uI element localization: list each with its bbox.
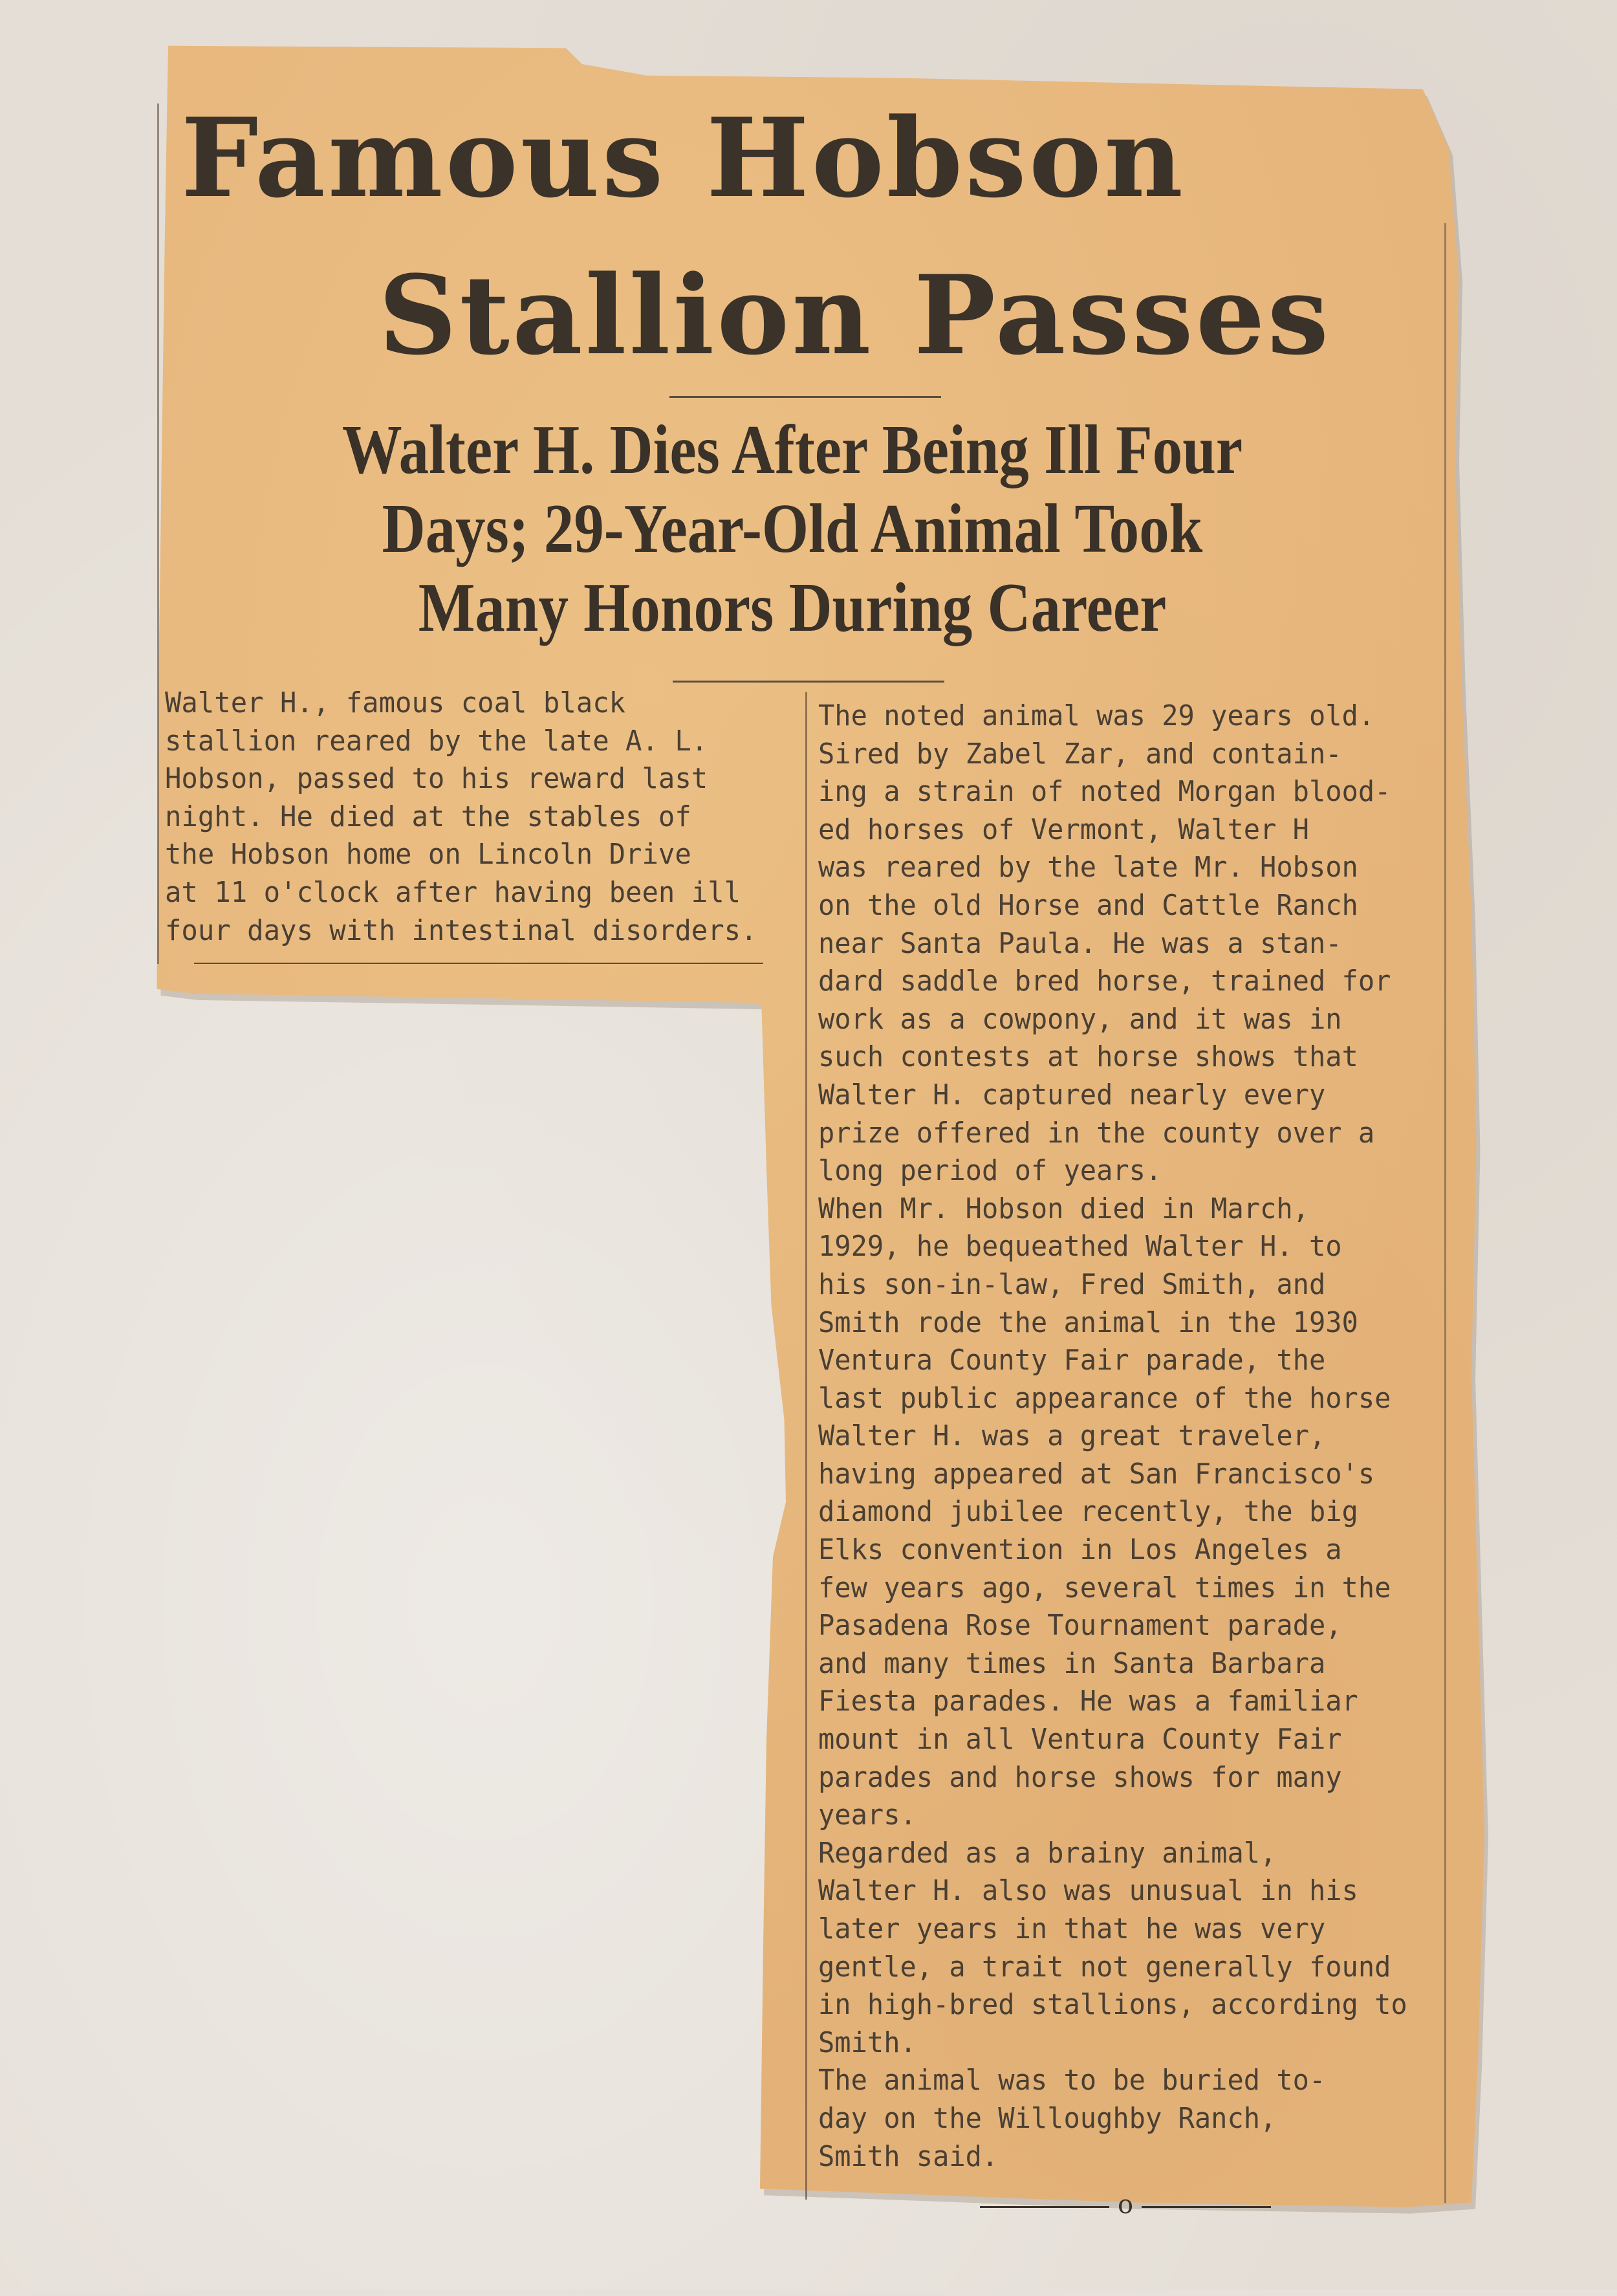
column-line: the Hobson home on Lincoln Drive (165, 838, 691, 871)
column-line: night. He died at the stables of (165, 800, 691, 833)
end-mark-glyph: o (1117, 2190, 1134, 2220)
column-line: 1929, he bequeathed Walter H. to (818, 1230, 1342, 1263)
column-line: near Santa Paula. He was a stan- (818, 926, 1342, 960)
column-line: The noted animal was 29 years old. (818, 699, 1375, 732)
subheadline-deck (239, 411, 1345, 648)
column-line: later years in that he was very (818, 1912, 1326, 1945)
column-line: diamond jubilee recently, the big (818, 1495, 1358, 1529)
deck-line-2: Days; 29-Year-Old Animal Took (382, 490, 1203, 567)
end-mark-dash-right (1142, 2206, 1271, 2208)
column-line: in high-bred stallions, according to (818, 1988, 1407, 2022)
column-line: Sired by Zabel Zar, and contain- (818, 737, 1342, 771)
headline-line-1: Famous Hobson (181, 94, 1186, 222)
column-line: dard saddle bred horse, trained for (818, 965, 1391, 998)
column-line: his son-in-law, Fred Smith, and (818, 1267, 1326, 1301)
column-line: Hobson, passed to his reward last (165, 762, 708, 796)
deck-line-1: Walter H. Dies After Being Ill Four (342, 411, 1243, 488)
column-line: Regarded as a brainy animal, (818, 1836, 1277, 1870)
column-line: work as a cowpony, and it was in (818, 1002, 1342, 1036)
column-line: long period of years. (818, 1154, 1162, 1188)
column-line: When Mr. Hobson died in March, (818, 1192, 1309, 1225)
column-line: prize offered in the county over a (818, 1116, 1375, 1150)
column-line: ed horses of Vermont, Walter H (818, 813, 1309, 846)
article-column-right (818, 697, 1407, 2176)
column-divider (805, 692, 807, 2200)
column-line: was reared by the late Mr. Hobson (818, 851, 1358, 884)
column-line: Walter H. also was unusual in his (818, 1874, 1358, 1908)
column-line: day on the Willoughby Ranch, (818, 2101, 1277, 2135)
column-line: ing a strain of noted Morgan blood- (818, 775, 1391, 809)
column-line: Fiesta parades. He was a familiar (818, 1685, 1358, 1718)
end-mark-dash-left (980, 2206, 1109, 2208)
column-line: few years ago, several times in the (818, 1571, 1391, 1604)
column-line: Walter H. was a great traveler, (818, 1419, 1326, 1453)
column-line: such contests at horse shows that (818, 1040, 1358, 1074)
column-line: Walter H. captured nearly every (818, 1078, 1326, 1111)
column-line: mount in all Ventura County Fair (818, 1723, 1342, 1756)
column-line: gentle, a trait not generally found (818, 1950, 1391, 1984)
column-line: The animal was to be buried to- (818, 2064, 1326, 2097)
column-line: Walter H., famous coal black (165, 686, 626, 719)
column-line: last public appearance of the horse (818, 1381, 1391, 1415)
left-column-rule (157, 104, 159, 964)
column-line: at 11 o'clock after having been ill (165, 875, 741, 909)
deck-rule (673, 681, 944, 683)
column-line: Ventura County Fair parade, the (818, 1344, 1326, 1377)
deck-line-3: Many Honors During Career (418, 569, 1167, 646)
column-line: Pasadena Rose Tournament parade, (818, 1609, 1342, 1643)
article-end-mark (957, 2190, 1294, 2220)
column-line: years. (818, 1799, 917, 1832)
column-line: parades and horse shows for many (818, 1760, 1342, 1794)
column-line: four days with intestinal disorders. (165, 913, 757, 947)
headline-line-2: Stallion Passes (378, 251, 1332, 379)
column-line: stallion reared by the late A. L. (165, 724, 708, 758)
column-line: Elks convention in Los Angeles a (818, 1533, 1342, 1567)
column-line: Smith said. (818, 2139, 999, 2173)
column-line: Smith rode the animal in the 1930 (818, 1306, 1358, 1339)
article-column-left (165, 684, 757, 950)
left-column-end-rule (194, 963, 763, 964)
right-column-rule (1444, 223, 1446, 2203)
headline-rule (669, 396, 941, 398)
column-line: and many times in Santa Barbara (818, 1646, 1326, 1680)
column-line: having appeared at San Francisco's (818, 1457, 1375, 1491)
column-line: Smith. (818, 2026, 917, 2059)
column-line: on the old Horse and Cattle Ranch (818, 888, 1358, 922)
